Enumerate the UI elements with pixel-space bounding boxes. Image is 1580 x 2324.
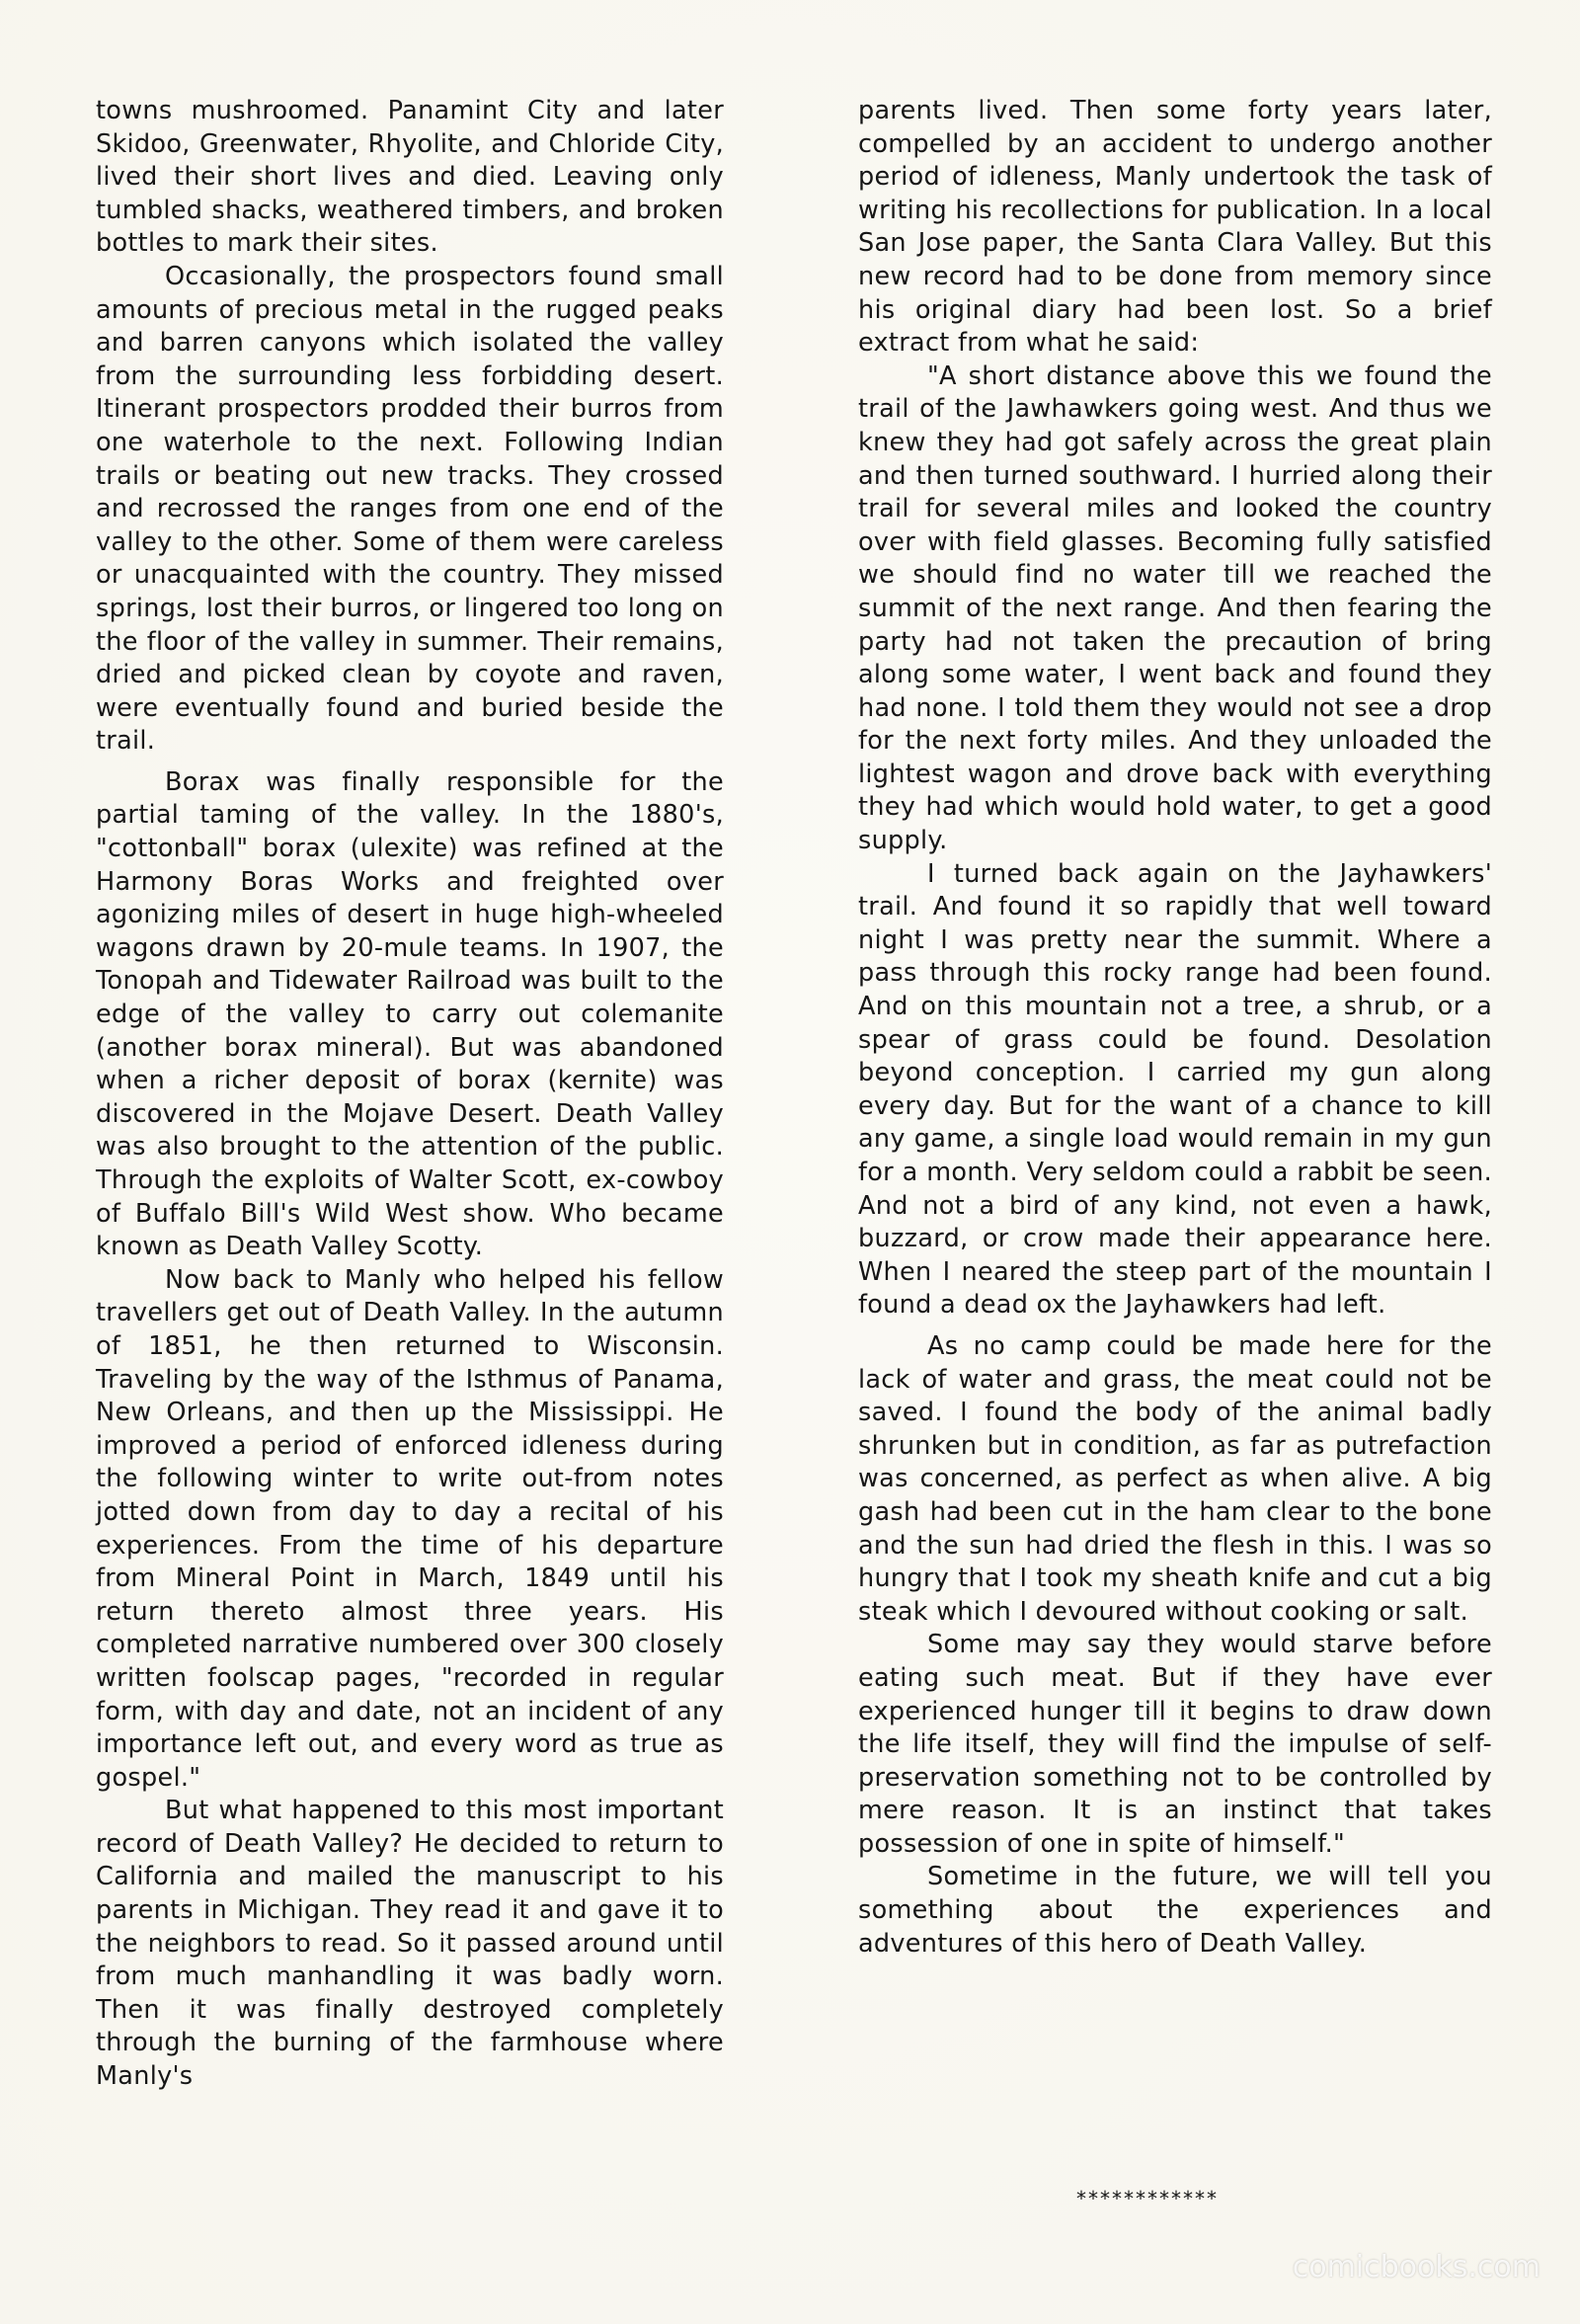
- article-column-right: [858, 95, 1492, 1961]
- paragraph: Borax was finally responsible for the partial taming of the valley. In the 1880's, "cottonball" borax (ulexite) was refined at the Harmony Boras Works and freighted over agonizing miles of desert in huge high-wheeled wagons drawn by 20-mule teams. In 1907, the Tonopah and Tidewater Railroad was built to the edge of the valley to carry out colemanite (another borax mineral). But was abandoned when a richer deposit of borax (kernite) was discovered in the Mojave Desert. Death Valley was also brought to the attention of the public. Through the exploits of Walter Scott, ex-cowboy of Buffalo Bill's Wild West show. Who became known as Death Valley Scotty.: [96, 766, 724, 1262]
- paragraph: But what happened to this most important record of Death Valley? He decided to return to California and mailed the manuscript to his parents in Michigan. They read it and gave it to the neighbors to read. So it passed around until from much manhandling it was badly worn. Then it was finally destroyed completely through the burning of the farmhouse where Manly's: [96, 1796, 724, 2092]
- watermark: comicbooks.com: [1292, 2250, 1540, 2284]
- paragraph: Sometime in the future, we will tell you something about the experiences and adventures of this hero of Death Valley.: [858, 1862, 1492, 1959]
- quoted-paragraph: As no camp could be made here for the lack of water and grass, the meat could not be saved. I found the body of the animal badly shrunken but in condition, as far as putrefaction was concerned, as perfect as when alive. A big gash had been cut in the ham clear to the bone and the sun had dried the flesh in this. I was so hungry that I took my sheath knife and cut a big steak which I devoured without cooking or salt.: [858, 1330, 1492, 1627]
- quoted-paragraph: "A short distance above this we found the trail of the Jawhawkers going west. And thus we knew they had got safely across the great plain and then turned southward. I hurried along their trail for several miles and looked the country over with field glasses. Becoming fully satisfied we should find no water till we reached the summit of the next range. And then fearing the party had not taken the precaution of bring along some water, I went back and found they had none. I told them they would not see a drop for the next forty miles. And they unloaded the lightest wagon and drove back with everything they had which would hold water, to get a good supply.: [858, 361, 1492, 856]
- paragraph: Occasionally, the prospectors found small amounts of precious metal in the rugged peaks and barren canyons which isolated the valley from the surrounding less forbidding desert. Itinerant prospectors prodded their burros from one waterhole to the next. Following Indian trails or beating out new tracks. They crossed and recrossed the ranges from one end of the valley to the other. Some of them were careless or unacquainted with the country. They missed springs, lost their burros, or lingered too long on the floor of the valley in summer. Their remains, dried and picked clean by coyote and raven, were eventually found and buried beside the trail.: [96, 261, 724, 757]
- paragraph: towns mushroomed. Panamint City and later Skidoo, Greenwater, Rhyolite, and Chloride City, lived their short lives and died. Leaving only tumbled shacks, weathered timbers, and broken bottles to mark their sites.: [96, 96, 724, 259]
- paragraph: parents lived. Then some forty years later, compelled by an accident to undergo another period of idleness, Manly undertook the task of writing his recollections for publication. In a local San Jose paper, the Santa Clara Valley. But this new record had to be done from memory since his original diary had been lost. So a brief extract from what he said:: [858, 96, 1492, 359]
- article-column-left: [96, 95, 724, 2094]
- paragraph: Now back to Manly who helped his fellow travellers get out of Death Valley. In the autumn of 1851, he then returned to Wisconsin. Traveling by the way of the Isthmus of Panama, New Orleans, and then up the Mississippi. He improved a period of enforced idleness during the following winter to write out-from notes jotted down from day to day a recital of his experiences. From the time of his departure from Mineral Point in March, 1849 until his return thereto almost three years. His completed narrative numbered over 300 closely written foolscap pages, "recorded in regular form, with day and date, not an incident of any importance left out, and every word as true as gospel.": [96, 1264, 724, 1793]
- quoted-paragraph: I turned back again on the Jayhawkers' trail. And found it so rapidly that well toward night I was pretty near the summit. Where a pass through this rocky range had been found. And on this mountain not a tree, a shrub, or a spear of grass could be found. Desolation beyond conception. I carried my gun along every day. But for the want of a chance to kill any game, a single load would remain in my gun for a month. Very seldom could a rabbit be seen. And not a bird of any kind, not even a hawk, buzzard, or crow made their appearance here. When I neared the steep part of the mountain I found a dead ox the Jayhawkers had left.: [858, 858, 1492, 1321]
- end-mark: ************: [1076, 2187, 1219, 2210]
- quoted-paragraph: Some may say they would starve before eating such meat. But if they have ever experienced hunger till it begins to draw down the life itself, they will find the impulse of self-preservation something not to be controlled by mere reason. It is an instinct that takes possession of one in spite of himself.": [858, 1630, 1492, 1859]
